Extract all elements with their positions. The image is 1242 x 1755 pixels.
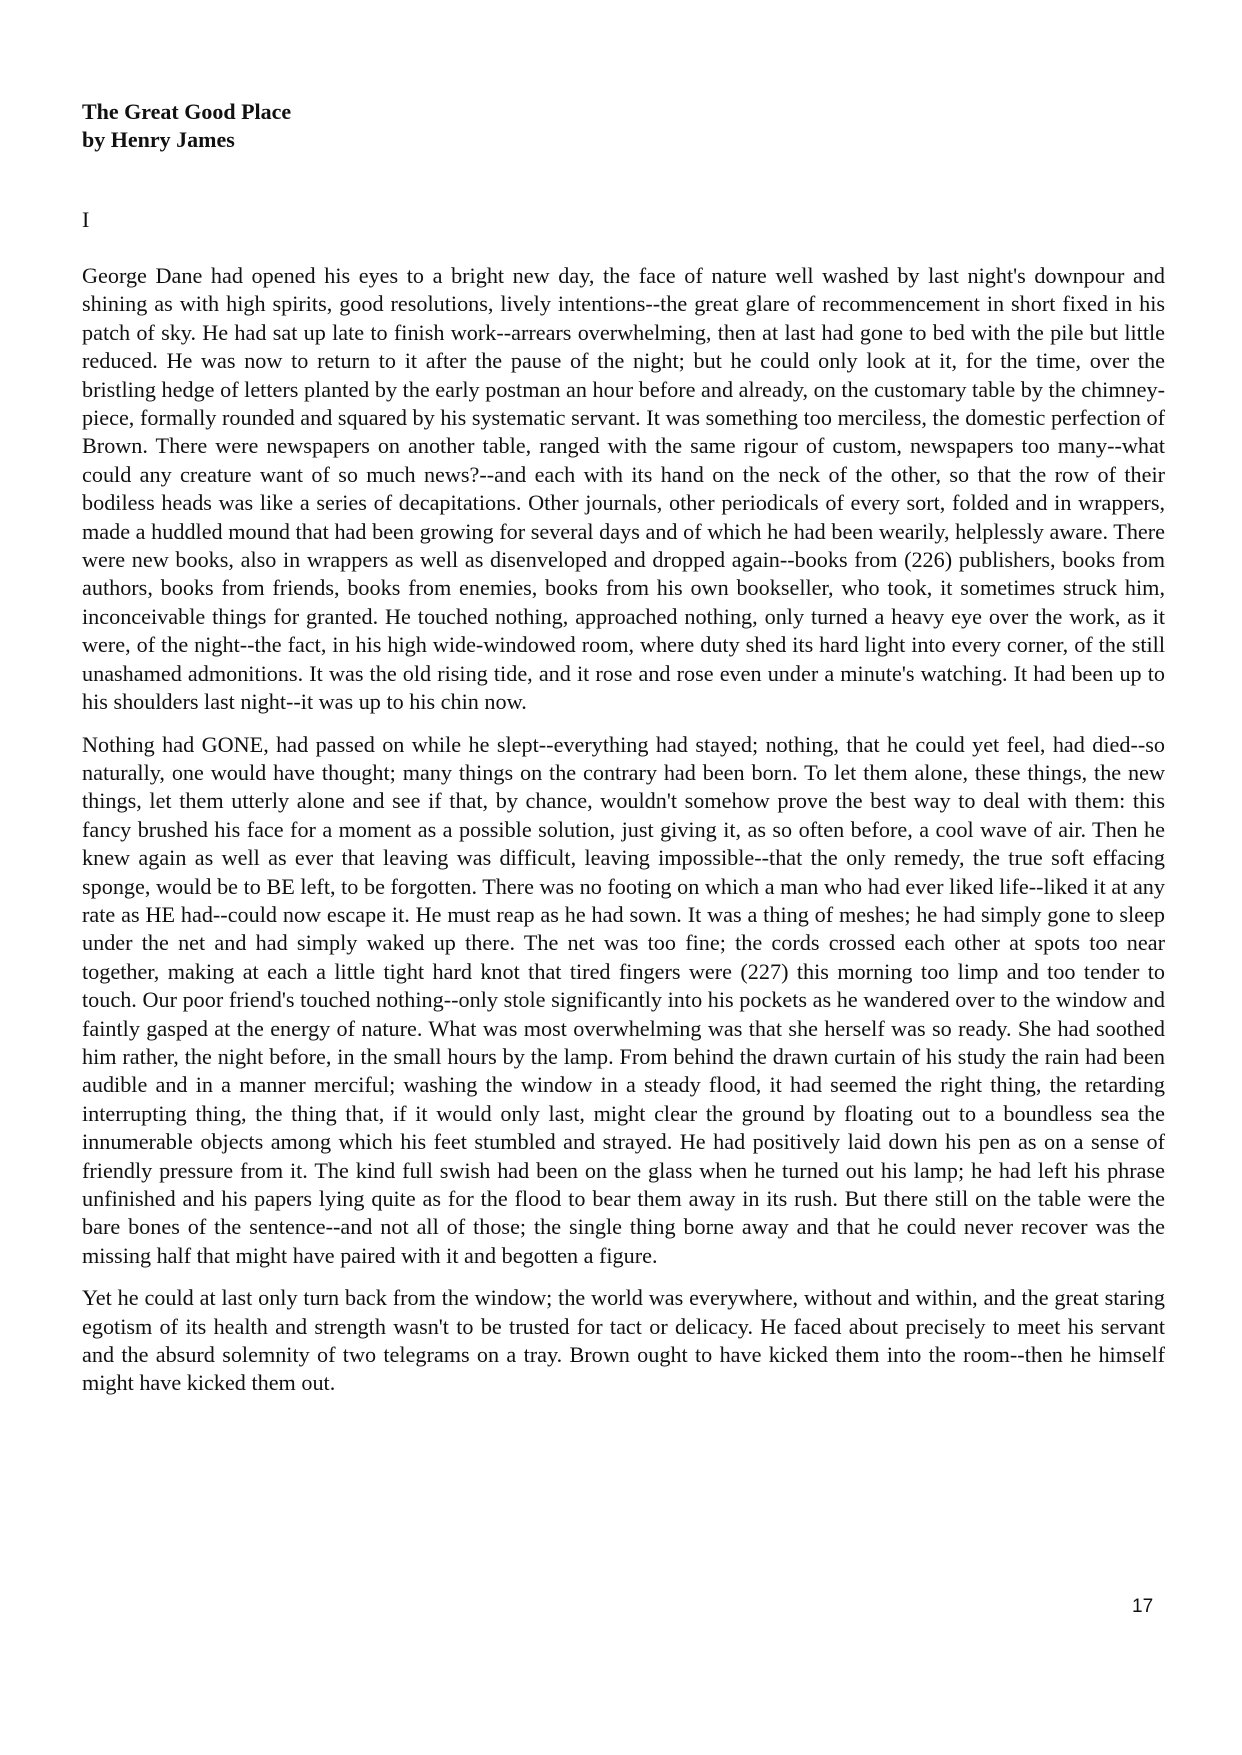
paragraph-2: Nothing had GONE, had passed on while he slept--everything had stayed; nothing, that he could yet feel, had died--so naturally, one would have thought; many things on the contrary had been born. To let them alone, these things, the new things, let them utterly alone and see if that, by chance, wouldn't somehow prove the best way to deal with them: this fancy brushed his face for a moment as a possible solution, just giving it, as so often before, a cool wave of air. Then he knew again as well as ever that leaving was difficult, leaving impossible--that the only remedy, the true soft effacing sponge, would be to BE left, to be forgotten. There was no footing on which a man who had ever liked life--liked it at any rate as HE had--could now escape it. He must reap as he had sown. It was a thing of meshes; he had simply gone to sleep under the net and had simply waked up there. The net was too fine; the cords crossed each other at spots too near together, making at each a little tight hard knot that tired fingers were (227) this morning too limp and too tender to touch. Our poor friend's touched nothing--only stole significantly into his pockets as he wandered over to the window and faintly gasped at the energy of nature. What was most overwhelming was that she herself was so ready. She had soothed him rather, the night before, in the small hours by the lamp. From behind the drawn curtain of his study the rain had been audible and in a manner merciful; washing the window in a steady flood, it had seemed the right thing, the retarding interrupting thing, the thing that, if it would only last, might clear the ground by floating out to a boundless sea the innumerable objects among which his feet stumbled and strayed. He had positively laid down his pen as on a sense of friendly pressure from it. The kind full swish had been on the glass when he turned out his lamp; he had left his phrase unfinished and his papers lying quite as for the flood to bear them away in its rush. But there still on the table were the bare bones of the sentence--and not all of those; the single thing borne away and that he could never recover was the missing half that might have paired with it and begotten a figure.: [82, 731, 1165, 1268]
document-page: [82, 98, 1165, 1398]
document-title: The Great Good Place: [82, 99, 292, 124]
title-block: [82, 98, 1165, 154]
page-number: 17: [1132, 1596, 1154, 1617]
document-byline: by Henry James: [82, 127, 235, 152]
section-numeral: I: [82, 207, 90, 232]
paragraph-1: George Dane had opened his eyes to a bright new day, the face of nature well washed by last night's downpour and shining as with high spirits, good resolutions, lively intentions--the great glare of recommencement in short fixed in his patch of sky. He had sat up late to finish work--arrears overwhelming, then at last had gone to bed with the pile but little reduced. He was now to return to it after the pause of the night; but he could only look at it, for the time, over the bristling hedge of letters planted by the early postman an hour before and already, on the customary table by the chimney-piece, formally rounded and squared by his systematic servant. It was something too merciless, the domestic perfection of Brown. There were newspapers on another table, ranged with the same rigour of custom, newspapers too many--what could any creature want of so much news?--and each with its hand on the neck of the other, so that the row of their bodiless heads was like a series of decapitations. Other journals, other periodicals of every sort, folded and in wrappers, made a huddled mound that had been growing for several days and of which he had been wearily, helplessly aware. There were new books, also in wrappers as well as disenveloped and dropped again--books from (226) publishers, books from authors, books from friends, books from enemies, books from his own bookseller, who took, it sometimes struck him, inconceivable things for granted. He touched nothing, approached nothing, only turned a heavy eye over the work, as it were, of the night--the fact, in his high wide-windowed room, where duty shed its hard light into every corner, of the still unashamed admonitions. It was the old rising tide, and it rose and rose even under a minute's watching. It had been up to his shoulders last night--it was up to his chin now.: [82, 263, 1165, 715]
paragraph-3: Yet he could at last only turn back from the window; the world was everywhere, without and within, and the great staring egotism of its health and strength wasn't to be trusted for tact or delicacy. He faced about precisely to meet his servant and the absurd solemnity of two telegrams on a tray. Brown ought to have kicked them into the room--then he himself might have kicked them out.: [82, 1285, 1165, 1396]
